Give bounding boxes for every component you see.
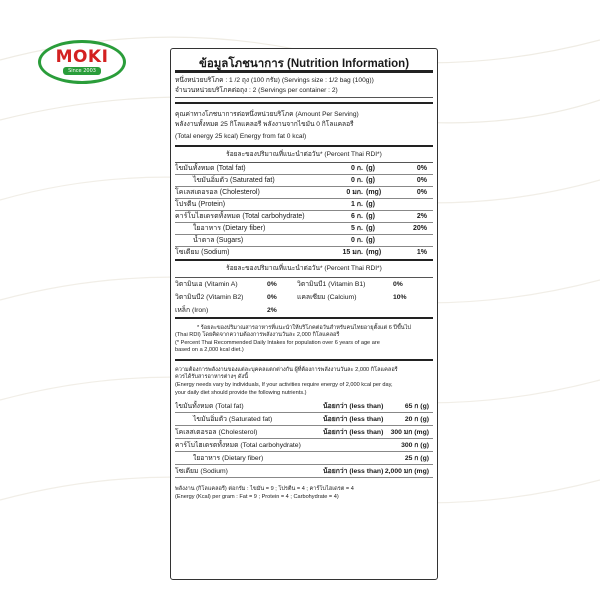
nutrient-unit: (mg) [366, 249, 382, 256]
nutrient-row [175, 187, 433, 199]
limit-comparator: น้อยกว่า (less than) [323, 416, 384, 424]
nutrient-label: ไขมันอิ่มตัว (Saturated fat) [193, 177, 275, 184]
nutrient-label: ไขมันทั้งหมด (Total fat) [175, 165, 246, 172]
nutrient-unit: (g) [366, 225, 375, 232]
daily-limit-row [175, 452, 433, 465]
rdi-header-vitamins: ร้อยละของปริมาณที่แนะนำต่อวัน* (Percent Thai RDI*) [175, 259, 433, 278]
energy-section [175, 102, 433, 147]
nutrient-percent [389, 199, 433, 211]
brand-logo [38, 40, 126, 84]
needs-english-1: (Energy needs vary by individuals, If your activities require energy of 2,000 kcal per day, [175, 382, 393, 389]
nutrient-label: โซเดียม (Sodium) [175, 249, 230, 256]
vitamin-row [175, 304, 433, 317]
nutrient-unit: (g) [366, 177, 375, 184]
nutrient-label: คาร์โบไฮเดรตทั้งหมด (Total carbohydrate) [175, 213, 305, 220]
nutrient-label: โคเลสเตอรอล (Cholesterol) [175, 189, 260, 196]
nutrient-unit: (g) [366, 165, 375, 172]
energy-per-gram-english: (Energy (Kcal) per gram : Fat = 9 ; Protein = 4 ; Carbohydrate = 4) [175, 493, 339, 500]
vitamin-row [175, 278, 433, 291]
vitamin-label: วิตามินบี2 (Vitamin B2) [175, 293, 244, 301]
nutrient-amount: 6 ก. [350, 213, 363, 220]
servings-per-container: จำนวนหน่วยบริโภคต่อถุง : 2 (Servings per container : 2) [175, 86, 338, 94]
footnote-thai-2: (Thai RDI) โดยคิดจากความต้องการพลังงานวันละ 2,000 กิโลแคลอรี [175, 332, 340, 339]
nutrient-unit: (mg) [366, 189, 382, 196]
rdi-footnote [175, 319, 433, 361]
energy-per-gram-note [171, 478, 437, 501]
nutrient-label: น้ำตาล (Sugars) [193, 237, 244, 244]
daily-limit-row [175, 413, 433, 426]
nutrient-row [175, 175, 433, 187]
nutrient-amount: 0 ก. [350, 177, 363, 184]
limit-comparator [323, 439, 377, 452]
nutrient-amount: 5 ก. [350, 225, 363, 232]
vitamins-table [175, 278, 433, 319]
limit-label: ใยอาหาร (Dietary fiber) [193, 455, 264, 463]
vitamin-label-2 [297, 304, 393, 317]
nutrient-label: โปรตีน (Protein) [175, 201, 226, 208]
needs-english-2: your daily diet should provide the following nutrients.) [175, 389, 307, 396]
nutrient-row [175, 235, 433, 247]
nutrient-row [175, 199, 433, 211]
vitamin-percent: 2% [267, 306, 277, 314]
vitamin-label: วิตามินเอ (Vitamin A) [175, 280, 238, 288]
nutrient-row [175, 163, 433, 175]
vitamin-percent-2 [393, 304, 433, 317]
limit-label: คาร์โบไฮเดรตทั้งหมด (Total carbohydrate) [175, 442, 301, 450]
footnote-english-2: based on a 2,000 kcal diet.) [175, 347, 244, 354]
nutrient-label: ใยอาหาร (Dietary fiber) [193, 225, 266, 232]
serving-size: หนึ่งหน่วยบริโภค : 1 /2 ถุง (100 กรัม) (Servings size : 1/2 bag (100g)) [175, 77, 374, 84]
daily-limit-row [175, 426, 433, 439]
nutrient-unit: (g) [366, 213, 375, 220]
vitamin-row [175, 291, 433, 304]
limit-comparator [323, 452, 377, 465]
nutrient-percent: 2% [416, 213, 427, 220]
nutrient-unit: (g) [366, 237, 375, 244]
nutrition-facts-panel [170, 48, 438, 580]
limit-comparator: น้อยกว่า (less than) [323, 429, 384, 437]
brand-wordmark: MOKI [55, 47, 109, 67]
limit-value: 300 ก (g) [401, 442, 429, 450]
limit-label: ไขมันทั้งหมด (Total fat) [175, 403, 244, 411]
nutrient-row [175, 211, 433, 223]
needs-thai-1: ความต้องการพลังงานของแต่ละบุคคลแตกต่างกัน ผู้ที่ต้องการพลังงานวันละ 2,000 กิโลแคลอรี [175, 366, 398, 373]
limit-value: 300 มก (mg) [390, 429, 429, 437]
nutrient-percent: 0% [416, 165, 427, 172]
limit-value: 25 ก (g) [404, 455, 429, 463]
vitamin-percent: 0% [267, 293, 277, 301]
amount-per-serving: คุณค่าทางโภชนาการต่อหนึ่งหน่วยบริโภค (Amount Per Serving) [175, 111, 359, 118]
footnote-english-1: (* Percent Thai Recommended Daily Intakes for population over 6 years of age are [175, 339, 380, 346]
panel-title: ข้อมูลโภชนาการ (Nutrition Information) [175, 49, 433, 73]
energy-needs-note [175, 361, 433, 400]
footnote-thai-1: * ร้อยละของปริมาณสารอาหารที่แนะนำให้บริโภคต่อวันสำหรับคนไทยอายุตั้งแต่ 6 ปีขึ้นไป [197, 324, 411, 331]
nutrient-row [175, 223, 433, 235]
limit-value: 2,000 มก (mg) [384, 468, 429, 476]
nutrient-percent: 1% [416, 249, 427, 256]
daily-limit-row [175, 400, 433, 413]
brand-since-badge: Since 2003 [63, 67, 101, 75]
limit-label: โซเดียม (Sodium) [175, 468, 228, 476]
nutrient-percent: 0% [416, 189, 427, 196]
daily-limit-row [175, 465, 433, 478]
nutrient-amount: 0 มก. [346, 189, 363, 196]
vitamin-label-2: แคลเซียม (Calcium) [297, 293, 357, 301]
limit-value: 65 ก (g) [404, 403, 429, 411]
nutrient-percent [389, 235, 433, 247]
daily-limit-row [175, 439, 433, 452]
vitamin-percent-2: 10% [393, 293, 407, 301]
nutrient-percent: 0% [416, 177, 427, 184]
vitamin-percent: 0% [267, 280, 277, 288]
limit-comparator: น้อยกว่า (less than) [323, 468, 384, 476]
vitamin-label-2: วิตามินบี1 (Vitamin B1) [297, 280, 366, 288]
vitamin-percent-2: 0% [393, 280, 403, 288]
daily-limits-table [171, 400, 437, 478]
needs-thai-2: ควรได้รับสารอาหารต่างๆ ดังนี้ [175, 374, 249, 381]
limit-label: ไขมันอิ่มตัว (Saturated fat) [193, 416, 273, 424]
nutrient-amount: 15 มก. [342, 249, 363, 256]
rdi-header: ร้อยละของปริมาณที่แนะนำต่อวัน* (Percent Thai RDI*) [175, 147, 433, 164]
limit-label: โคเลสเตอรอล (Cholesterol) [175, 429, 258, 437]
energy-english: (Total energy 25 kcal) Energy from fat 0 kcal) [175, 133, 307, 140]
serving-section [175, 73, 433, 98]
limit-value: 20 ก (g) [404, 416, 429, 424]
energy-thai: พลังงานทั้งหมด 25 กิโลแคลอรี พลังงานจากไขมัน 0 กิโลแคลอรี [175, 120, 354, 128]
vitamin-label: เหล็ก (Iron) [175, 306, 209, 314]
energy-per-gram-thai: พลังงาน (กิโลแคลอรี) ต่อกรัม : ไขมัน = 9 ; โปรตีน = 4 ; คาร์โบไฮเดรต = 4 [175, 486, 354, 493]
nutrient-amount: 1 ก. [350, 201, 363, 208]
limit-comparator: น้อยกว่า (less than) [323, 403, 384, 411]
nutrient-percent: 20% [412, 225, 427, 232]
nutrient-amount: 0 ก. [350, 165, 363, 172]
nutrient-unit: (g) [366, 201, 375, 208]
nutrients-table [171, 163, 437, 259]
nutrient-row [175, 247, 433, 259]
nutrient-amount: 0 ก. [350, 237, 363, 244]
